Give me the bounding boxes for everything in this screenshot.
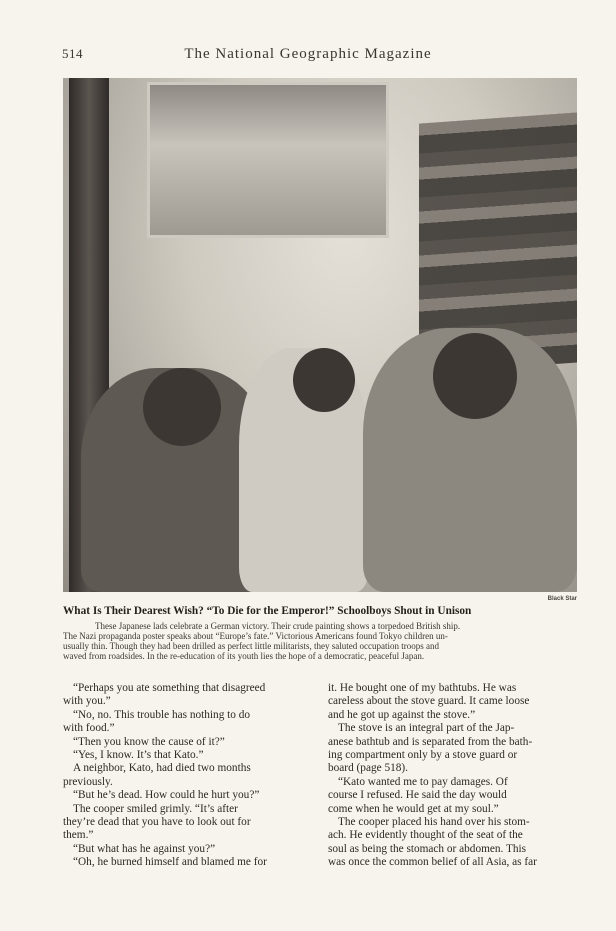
body-text-line: The cooper smiled grimly. “It’s after	[73, 802, 238, 815]
photo-ship-painting	[147, 82, 389, 238]
body-text-line: “No, no. This trouble has nothing to do	[73, 708, 251, 721]
body-text-line: previously.	[63, 775, 113, 788]
body-column-right	[328, 682, 576, 869]
body-text-line: soul as being the stomach or abdomen. This	[328, 842, 527, 855]
caption-line: usually thin. Though they had been drilled as perfect little militarists, they saluted occupation troops and	[63, 641, 439, 651]
page-number: 514	[62, 46, 83, 61]
body-text-line: them.”	[63, 829, 94, 842]
body-text-line: ach. He evidently thought of the seat of the	[328, 829, 523, 842]
running-title: The National Geographic Magazine	[184, 46, 432, 62]
body-text-line: careless about the stove guard. It came loose	[328, 695, 530, 708]
body-text-line: “Kato wanted me to pay damages. Of	[338, 775, 508, 788]
body-text-line: board (page 518).	[328, 762, 408, 775]
body-text-line: ing compartment only by a stove guard or	[328, 748, 518, 761]
photograph	[63, 78, 577, 592]
body-text-line: come when he would get at my soul.”	[328, 802, 499, 815]
body-text-line: “But he’s dead. How could he hurt you?”	[73, 789, 260, 802]
body-text-line: with you.”	[63, 695, 111, 708]
body-text-line: and he got up against the stove.”	[328, 708, 476, 721]
caption-title: What Is Their Dearest Wish? “To Die for the Emperor!” Schoolboys Shout in Unison	[63, 605, 472, 617]
body-text-line: A neighbor, Kato, had died two months	[73, 762, 251, 775]
body-text-line: “Yes, I know. It’s that Kato.”	[73, 748, 204, 761]
body-text-line: “Oh, he burned himself and blamed me for	[73, 856, 267, 869]
body-text-line: was once the common belief of all Asia, as far	[328, 856, 537, 869]
photo-head-right	[433, 333, 517, 419]
body-text-line: “Perhaps you ate something that disagreed	[73, 682, 266, 694]
photo-head-middle	[293, 348, 355, 412]
body-text-line: course I refused. He said the day would	[328, 789, 507, 802]
body-text-line: it. He bought one of my bathtubs. He was	[328, 682, 517, 694]
page-header	[62, 46, 554, 66]
body-column-left	[63, 682, 311, 869]
caption-body	[63, 621, 580, 661]
body-text-line: “But what has he against you?”	[73, 842, 216, 855]
caption-line: These Japanese lads celebrate a German victory. Their crude painting shows a torpedoed British ship.	[95, 621, 461, 631]
caption-line: The Nazi propaganda poster speaks about “Europe’s fate.” Victorious Americans found Tokyo children un-	[63, 631, 448, 641]
photo-head-left	[143, 368, 221, 446]
body-text-line: “Then you know the cause of it?”	[73, 735, 225, 748]
body-text-line: with food.”	[63, 722, 115, 735]
body-text-line: The cooper placed his hand over his stom-	[338, 815, 530, 828]
caption-line: waved from roadsides. In the re-education of its youth lies the hope of a democratic, peaceful Japan.	[63, 651, 425, 661]
body-text-line: anese bathtub and is separated from the bath-	[328, 735, 533, 748]
body-text-line: they’re dead that you have to look out for	[63, 815, 251, 828]
body-text-line: The stove is an integral part of the Jap-	[338, 722, 515, 735]
photo-credit: Black Star	[547, 596, 577, 602]
